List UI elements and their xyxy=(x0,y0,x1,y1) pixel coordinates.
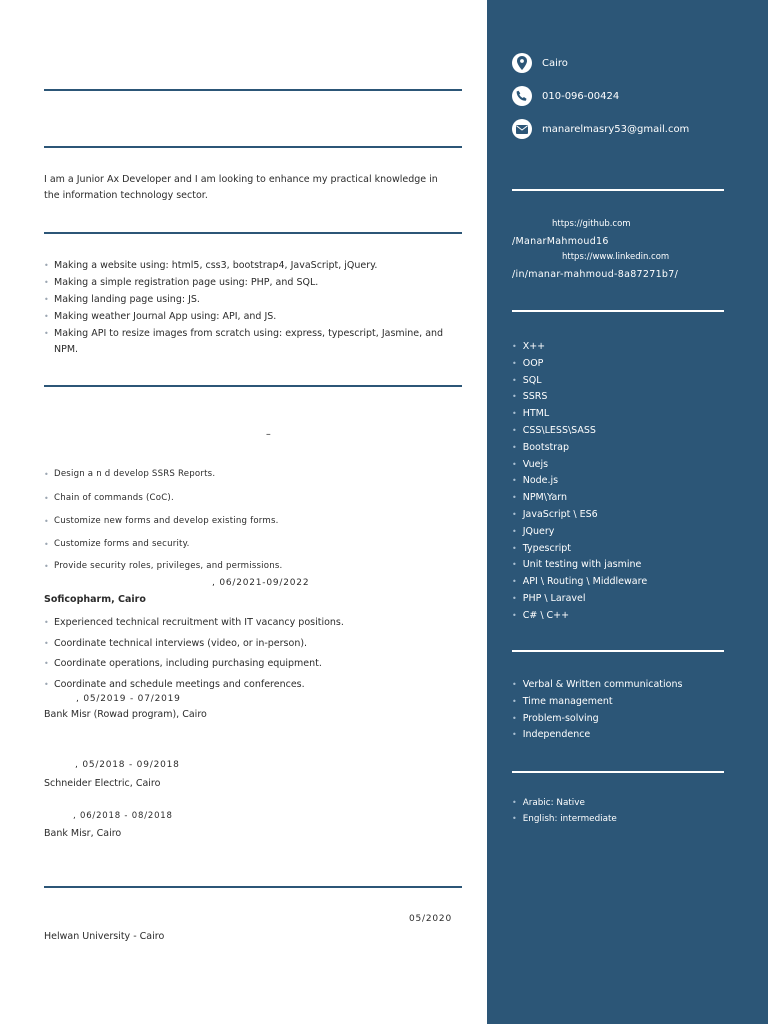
github-link[interactable]: /ManarMahmoud16 xyxy=(512,236,609,247)
skill-item: • JQuery xyxy=(512,525,555,537)
skill-item: • JavaScript \ ES6 xyxy=(512,508,598,520)
skill-item: • Vuejs xyxy=(512,458,549,470)
bullet-icon: • xyxy=(44,562,49,571)
bullet-icon: • xyxy=(44,639,49,648)
contact-email[interactable] xyxy=(512,119,689,139)
contact-location xyxy=(512,53,568,73)
job-task: • Coordinate operations, including purchasing equipment. xyxy=(44,655,444,672)
contact-phone[interactable] xyxy=(512,86,619,106)
bullet-icon: • xyxy=(512,375,517,385)
bullet-icon: • xyxy=(44,680,49,689)
bullet-icon: • xyxy=(512,526,517,536)
bullet-icon: • xyxy=(512,730,517,740)
bullet-icon: • xyxy=(512,680,517,689)
soft-skill-item: • Independence xyxy=(512,729,591,741)
bullet-icon: • xyxy=(512,696,517,706)
bullet-icon: • xyxy=(44,517,49,526)
skill-item: • API \ Routing \ Middleware xyxy=(512,576,648,588)
sidebar-divider xyxy=(512,189,724,191)
bullet-icon: • xyxy=(512,442,517,452)
bullet-icon: • xyxy=(44,618,49,627)
linkedin-link[interactable]: /in/manar-mahmoud-8a87271b7/ xyxy=(512,269,679,280)
phone-icon xyxy=(512,86,532,106)
bullet-icon: • xyxy=(512,409,517,419)
date-dash: – xyxy=(266,429,271,440)
project-item-continued: NPM. xyxy=(54,344,79,355)
skill-item: • OOP xyxy=(512,357,544,369)
job-task: • Coordinate and schedule meetings and conferences. xyxy=(44,676,444,693)
section-divider xyxy=(44,146,462,148)
project-item: • Making a website using: html5, css3, bootstrap4, JavaScript, jQuery. xyxy=(44,257,444,274)
bullet-icon: • xyxy=(512,425,517,435)
location-pin-icon xyxy=(512,53,532,73)
bullet-icon: • xyxy=(512,358,517,368)
education-school: Helwan University - Cairo xyxy=(44,931,165,942)
languages-list xyxy=(512,795,617,827)
bullet-icon: • xyxy=(44,312,49,321)
bullet-icon: • xyxy=(44,659,49,668)
job-date: , 05/2018 - 09/2018 xyxy=(75,760,180,770)
bullet-icon: • xyxy=(512,798,517,807)
skill-item: • X++ xyxy=(512,341,546,352)
skill-item: • SQL xyxy=(512,374,542,386)
bullet-icon: • xyxy=(512,392,517,402)
sidebar-divider xyxy=(512,310,724,312)
skill-item: • NPM\Yarn xyxy=(512,492,568,504)
bullet-icon: • xyxy=(512,610,517,620)
job-company: Schneider Electric, Cairo xyxy=(44,778,161,789)
job-task: • Design a n d develop SSRS Reports. xyxy=(44,466,444,483)
soft-skills-list xyxy=(512,677,682,744)
summary-line: I am a Junior Ax Developer and I am looking to enhance my practical knowledge in xyxy=(44,174,438,185)
project-item: • Making API to resize images from scratch using: express, typescript, Jasmine, and xyxy=(44,325,444,342)
bullet-icon: • xyxy=(512,577,517,587)
soft-skill-item: • Verbal & Written communications xyxy=(512,679,683,690)
sidebar-divider xyxy=(512,771,724,773)
bullet-icon: • xyxy=(512,560,517,570)
bullet-icon: • xyxy=(512,476,517,486)
bullet-icon: • xyxy=(512,342,517,351)
job-date: , 06/2018 - 08/2018 xyxy=(73,811,173,821)
summary-line: the information technology sector. xyxy=(44,190,208,201)
bullet-icon: • xyxy=(44,470,49,479)
bullet-icon: • xyxy=(44,494,49,503)
email-text: manarelmasry53@gmail.com xyxy=(542,123,690,135)
bullet-icon: • xyxy=(512,593,517,603)
job-company: Soficopharm, Cairo xyxy=(44,594,146,605)
bullet-icon: • xyxy=(512,459,517,469)
skill-item: • Typescript xyxy=(512,542,572,554)
job-company: Bank Misr (Rowad program), Cairo xyxy=(44,709,207,720)
soft-skill-item: • Time management xyxy=(512,695,613,707)
bullet-icon: • xyxy=(512,493,517,503)
skill-item: • HTML xyxy=(512,408,550,420)
bullet-icon: • xyxy=(44,295,49,304)
location-text: Cairo xyxy=(542,57,568,69)
job-task: • Coordinate technical interviews (video, or in-person). xyxy=(44,635,444,652)
skill-item: • C# \ C++ xyxy=(512,609,570,621)
section-divider xyxy=(44,232,462,234)
bullet-icon: • xyxy=(44,329,49,338)
bullet-icon: • xyxy=(44,540,49,549)
skill-item: • Unit testing with jasmine xyxy=(512,559,642,571)
project-item: • Making a simple registration page using: PHP, and SQL. xyxy=(44,274,444,291)
skills-list xyxy=(512,339,647,625)
soft-skill-item: • Problem-solving xyxy=(512,712,599,724)
skill-item: • CSS\LESS\SASS xyxy=(512,424,596,436)
linkedin-link[interactable]: https://www.linkedin.com xyxy=(562,252,670,262)
job-company: Bank Misr, Cairo xyxy=(44,828,122,839)
skill-item: • Bootstrap xyxy=(512,441,570,453)
section-divider xyxy=(44,385,462,387)
bullet-icon: • xyxy=(44,278,49,287)
bullet-icon: • xyxy=(512,713,517,723)
job-task: • Provide security roles, privileges, and permissions. xyxy=(44,558,444,575)
job-date: , 05/2019 - 07/2019 xyxy=(76,694,181,704)
section-divider xyxy=(44,886,462,888)
project-item: • Making weather Journal App using: API, and JS. xyxy=(44,308,444,325)
phone-text: 010-096-00424 xyxy=(542,90,620,102)
skill-item: • Node.js xyxy=(512,475,559,487)
job-date: , 06/2021-09/2022 xyxy=(212,578,310,588)
skill-item: • PHP \ Laravel xyxy=(512,592,586,604)
education-date: 05/2020 xyxy=(409,914,452,924)
section-divider xyxy=(44,89,462,91)
bullet-icon: • xyxy=(512,814,517,823)
job-task: • Customize forms and security. xyxy=(44,536,444,553)
job-task: • Experienced technical recruitment with IT vacancy positions. xyxy=(44,614,444,631)
bullet-icon: • xyxy=(512,543,517,553)
language-item: • English: intermediate xyxy=(512,814,617,824)
job-task: • Customize new forms and develop existing forms. xyxy=(44,513,444,530)
sidebar-divider xyxy=(512,650,724,652)
project-item: • Making landing page using: JS. xyxy=(44,291,444,308)
language-item: • Arabic: Native xyxy=(512,798,585,808)
bullet-icon: • xyxy=(512,509,517,519)
job-task: • Chain of commands (CoC). xyxy=(44,490,444,507)
email-icon xyxy=(512,119,532,139)
github-link[interactable]: https://github.com xyxy=(552,219,631,229)
skill-item: • SSRS xyxy=(512,391,548,403)
bullet-icon: • xyxy=(44,261,49,270)
